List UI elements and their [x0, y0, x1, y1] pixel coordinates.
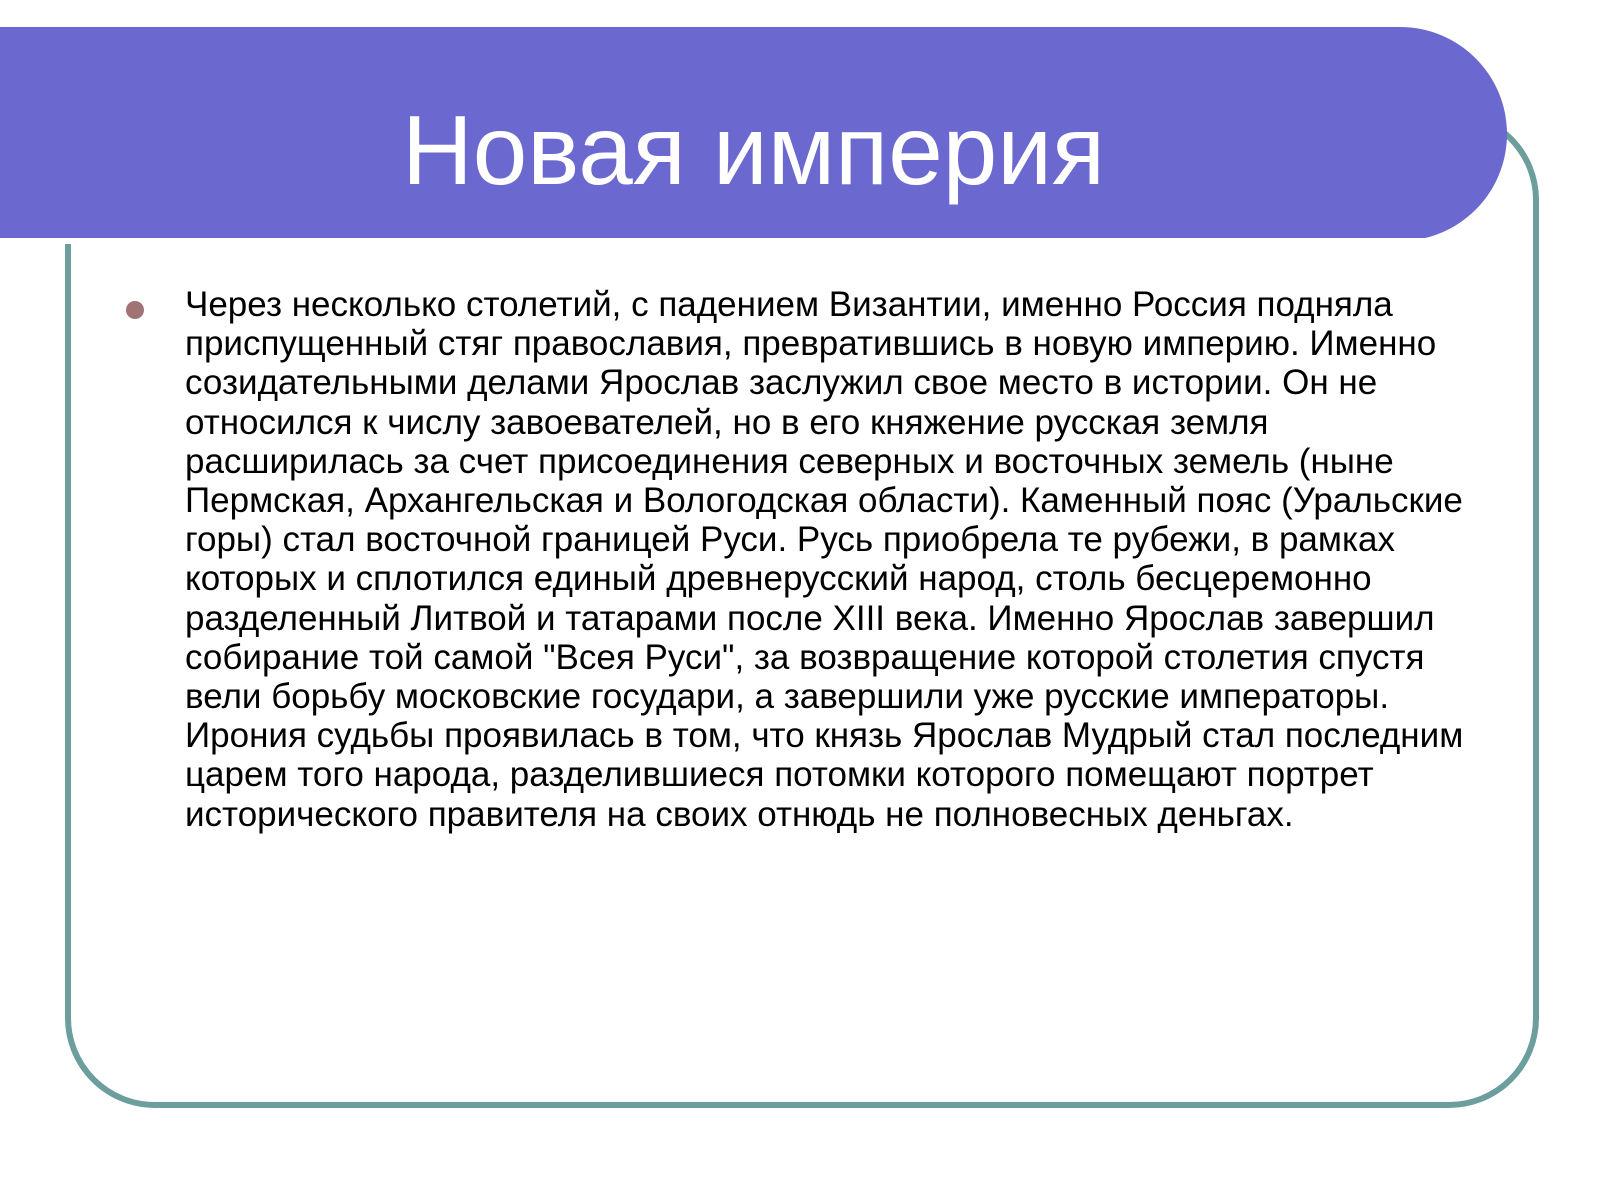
- slide-title: Новая империя: [401, 95, 1106, 205]
- bullet-text: Через несколько столетий, с падением Византии, именно Россия подняла приспущенный стяг православия, превратившись в новую империю. Именно созидательными делами Ярослав заслужил свое место в истории. Он не относился к числу завоевателей, но в его княжение русская земля расширилась за счет присоединения северных и восточных земель (ныне Пермская, Архангельская и Вологодская области). Каменный пояс (Уральские горы) стал восточной границей Руси. Русь приобрела те рубежи, в рамках которых и сплотился единый древнерусский народ, столь бесцеремонно разделенный Литвой и татарами после XIII века. Именно Ярослав завершил собирание той самой "Всея Руси", за возвращение которой столетия спустя вели борьбу московские государи, а завершили уже русские императоры. Ирония судьбы проявилась в том, что князь Ярослав Мудрый стал последним царем того народа, разделившиеся потомки которого помещают портрет исторического правителя на своих отнюдь не полновесных деньгах.: [185, 285, 1464, 834]
- slide-body: [185, 285, 1475, 834]
- title-divider-line: [0, 238, 1428, 244]
- title-bar: [0, 27, 1507, 241]
- bullet-dot-icon: [126, 301, 144, 319]
